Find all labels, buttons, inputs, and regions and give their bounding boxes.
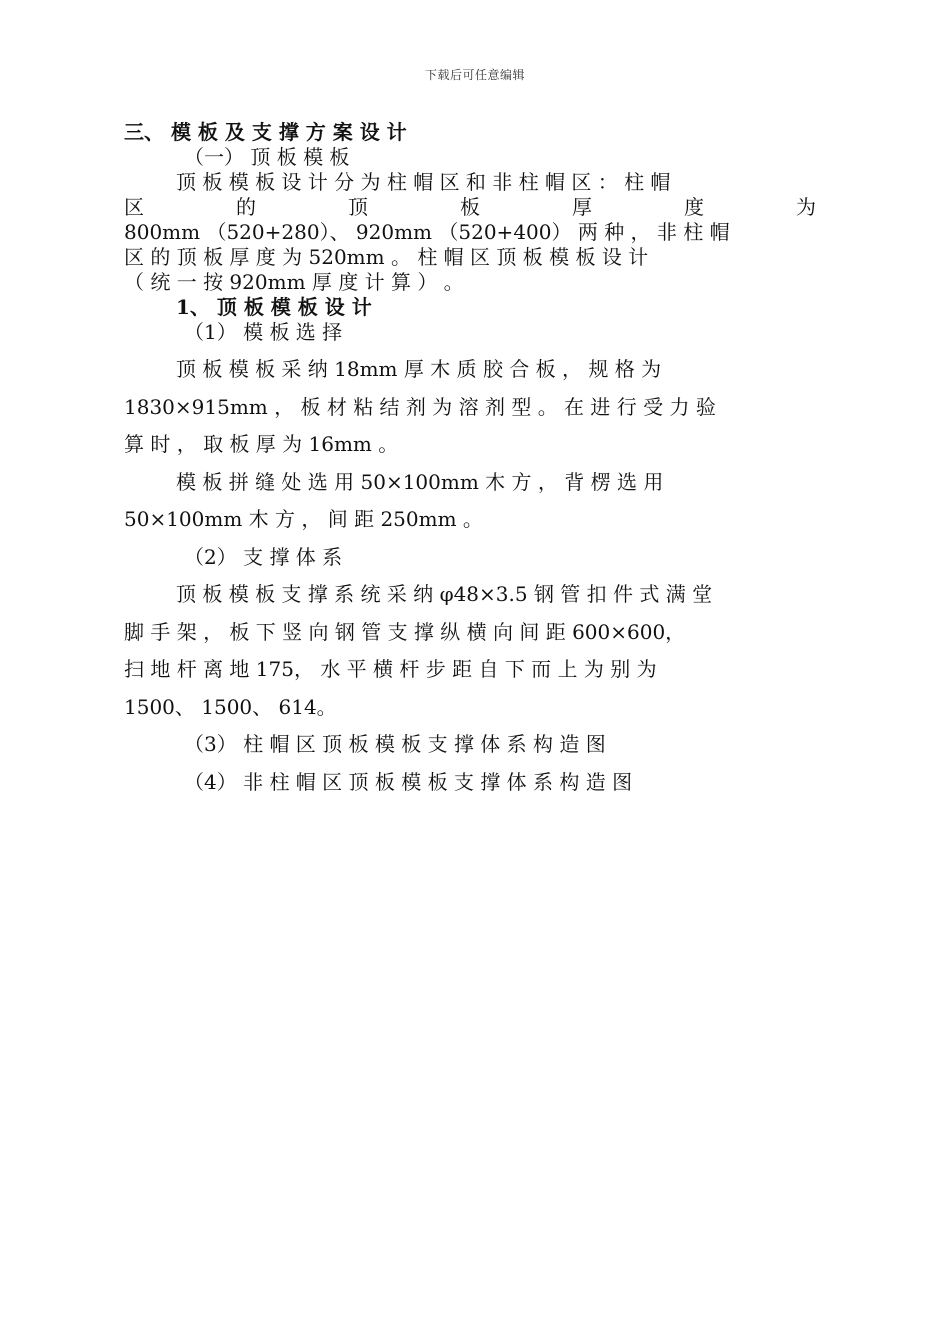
subsection-title: （一） 顶 板 模 板 [184,145,350,169]
section-title: 三、 模 板 及 支 撑 方 案 设 计 [124,120,407,144]
para-1-line-3: 算 时 ， 取 板 厚 为 16mm 。 [124,432,399,456]
item-2-heading: （2） 支 撑 体 系 [184,544,343,569]
intro-word: 顶 [348,195,368,219]
para-1-line-1: 顶 板 模 板 采 纳 18mm 厚 木 质 胶 合 板 ， 规 格 为 [176,357,662,381]
item-1-heading: （1） 模 板 选 择 [184,320,343,344]
design-heading: 1、 顶 板 模 板 设 计 [176,295,372,319]
para-3-line-2: 脚 手 架 ， 板 下 竖 向 钢 管 支 撑 纵 横 向 间 距 600×600， [124,619,686,644]
para-3-line-3: 扫 地 杆 离 地 175， 水 平 横 杆 步 距 自 下 而 上 为 别 为 [124,657,657,681]
header-note: 下载后可任意编辑 [424,68,525,82]
intro-word: 度 [684,195,704,219]
intro-line-2 [124,195,816,220]
para-3-line-4: 1500、 1500、 614。 [124,694,337,719]
intro-line-5: （ 统 一 按 920mm 厚 度 计 算 ） 。 [124,270,464,294]
intro-word: 板 [460,195,480,219]
intro-word: 为 [796,195,816,219]
item-4-heading: （4） 非 柱 帽 区 顶 板 模 板 支 撑 体 系 构 造 图 [184,769,633,794]
intro-line-3: 800mm （520+280）、 920mm （520+400） 两 种 ， 非 柱 帽 [124,220,730,244]
intro-line-1: 顶 板 模 板 设 计 分 为 柱 帽 区 和 非 柱 帽 区 ： 柱 帽 [176,170,671,194]
document-body [124,120,816,801]
item-3-heading: （3） 柱 帽 区 顶 板 模 板 支 撑 体 系 构 造 图 [184,732,606,756]
intro-word: 厚 [572,195,592,219]
para-1-line-2: 1830×915mm ， 板 材 粘 结 剂 为 溶 剂 型 。 在 进 行 受 力 验 [124,394,716,419]
intro-line-4: 区 的 顶 板 厚 度 为 520mm 。 柱 帽 区 顶 板 模 板 设 计 [124,245,649,269]
para-2-line-2: 50×100mm 木 方 ， 间 距 250mm 。 [124,507,483,531]
para-2-line-1: 模 板 拼 缝 处 选 用 50×100mm 木 方 ， 背 楞 选 用 [176,469,664,494]
intro-word: 的 [236,195,256,219]
para-3-line-1: 顶 板 模 板 支 撑 系 统 采 纳 φ48×3.5 钢 管 扣 件 式 满 堂 [176,582,713,606]
intro-word: 区 [124,195,144,219]
